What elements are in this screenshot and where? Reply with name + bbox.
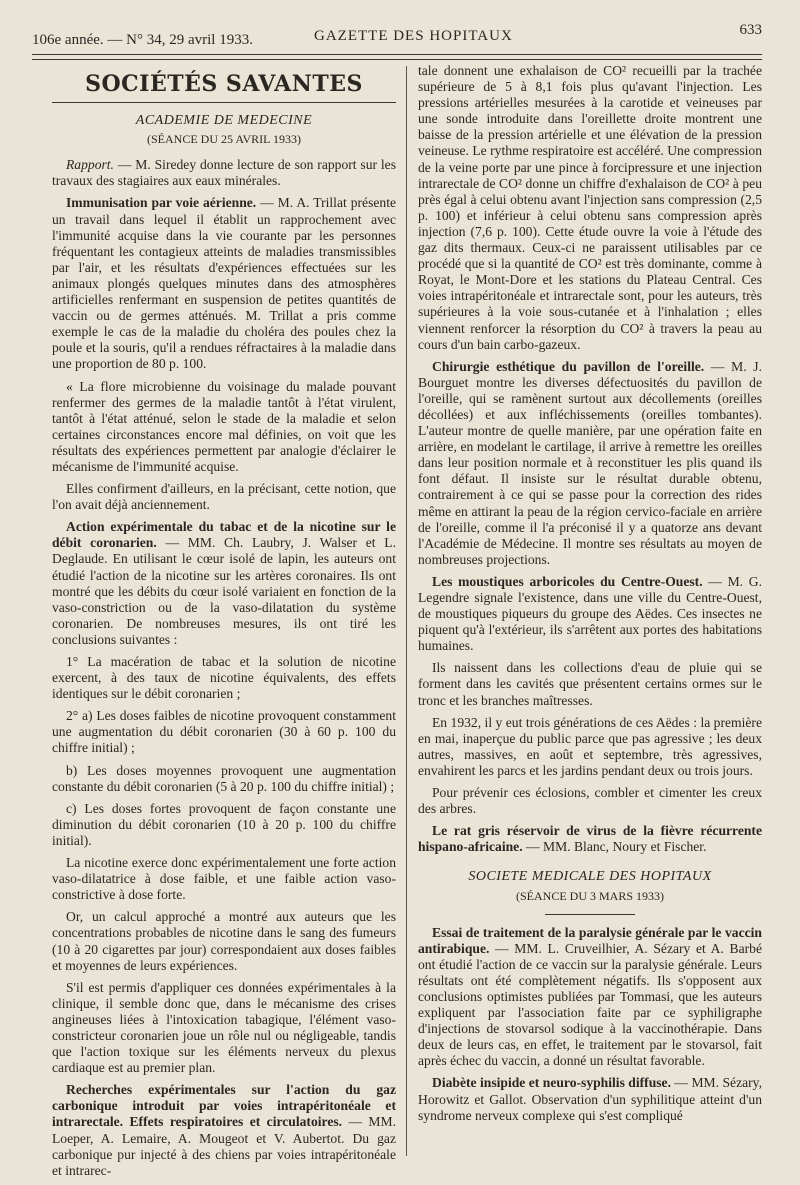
paragraph-text: — MM. Loeper, A. Lemaire, A. Mougeot et V. Aubertot. Du gaz carbonique pur injecté à des chiens par voies intrapéritonéale et intrarec- <box>52 1114 396 1178</box>
article-paragraph: « La flore microbienne du voisinage du malade pouvant renfermer des germes de la maladie tantôt à l'état virulent, tantôt à l'état atténué, selon le stade de la maladie et selon certaines circonstances encore mal définies, on voit que les résultats des expériences permettent par analogie d'éclairer le mécanisme de l'immunité acquise. <box>52 378 396 474</box>
article-paragraph <box>418 574 762 654</box>
article-paragraph: Ils naissent dans les collections d'eau de pluie qui se forment dans les cavités que présentent certains ormes sur le tronc et les branches maîtresses. <box>418 660 762 708</box>
article-paragraph: Pour prévenir ces éclosions, combler et cimenter les creux des arbres. <box>418 785 762 817</box>
paragraph-text: — M. J. Bourguet montre les diverses défectuosités du pavillon de l'oreille, qui se ramènent surtout aux décollements (oreilles décollées) et aux infléchissements (oreilles tombantes). L'auteur montre de quelle manière, par une opération faite en arrière, en modelant le cartilage, il arrive à remettre les oreilles dans leur position normale et à reconstituer les plis quand ils font défaut. Il insiste sur le résultat durable obtenu, contrairement à ce qui se passe pour la correction des rides même en attirant la peau de la région cervico-faciale en arrière de l'oreille, comme il l'a préconisé il y a quatorze ans devant l'Académie de Médecine. Il montre ses résultats au moyen de nombreuses projections. <box>418 358 762 567</box>
column-divider <box>406 66 407 1156</box>
society-session: (SÉANCE DU 3 MARS 1933) <box>515 888 664 903</box>
section-title: SOCIÉTÉS SAVANTES <box>85 71 363 97</box>
article-paragraph: tale donnent une exhalaison de CO² recueilli par la trachée supérieure de 5 à 8,1 fois plus qu'avant l'injection. Les pressions artérielles mesurées à la carotide et veineuses par une sonde introduite dans l'oreillette droite montrent une baisse de la pression artérielle et une élévation de la pression veineuse. Le rythme respiratoire est accéléré. Une compression de la veine porte par une pince à forcipressure et une injection intrarectale de CO² donne un chiffre d'exhalaison de CO² à peu près égal à celui obtenu avant l'injection sans compression (2,5 p. 100) et inférieur à celui obtenu sans compression après injection (7,6 p. 100). Cette étude ouvre la voie à l'étude des gaz dits thermaux. Ceux-ci ne paraissent utilisables par ce procédé que si la quantité de CO² est très dominante, comme à Royat, le Mont-Dore et les stations du Plateau Central. Ces voies intrapéritonéale et intrarectale sont, pour les auteurs, très supérieures à la voie sous-cutanée et à l'inhalation ; elles viennent renforcer la résorption du CO² à travers la peau au cours d'un bain carbo-gazeux. <box>418 63 762 352</box>
issue-info: 106e année. — N° 34, 29 avril 1933. <box>32 32 253 48</box>
journal-title: GAZETTE DES HOPITAUX <box>314 28 513 44</box>
article-title: Immunisation par voie aérienne. <box>66 195 257 211</box>
article-paragraph: c) Les doses fortes provoquent de façon constante une diminution du débit coronarien (10 à 20 p. 100 du chiffre initial). <box>52 800 396 848</box>
article-paragraph <box>418 823 762 855</box>
paragraph-text: — MM. L. Cruveilhier, A. Sézary et A. Barbé ont étudié l'action de ce vaccin sur la paralysie générale. Leurs résultats ont été complètement négatifs. Ils s'opposent aux conclusions optimistes publiées par Tommasi, que les auteurs expliquent par l'association faite par ce syphiligraphe d'injections de stovarsol sodique à la vaccinothérapie. Dans deux de leurs cas, en effet, le traitement par le stovarsol, fait après échec du vaccin, a donné un résultat favorable. <box>418 940 762 1069</box>
paragraph-lead: Rapport. <box>66 157 114 173</box>
article-paragraph <box>418 1075 762 1123</box>
article-paragraph: 1° La macération de tabac et la solution de nicotine exercent, à des taux de nicotine équivalents, des effets identiques sur le débit coronarien ; <box>52 654 396 702</box>
paragraph-text: — MM. Ch. Laubry, J. Walser et L. Deglaude. En utilisant le cœur isolé de lapin, les auteurs ont étudié l'action de la nicotine sur les artères coronaires. Ils ont montré que les débits du cœur isolé variaient en fonction de la vaso-constriction ou de la vaso-dilatation du système coronarien. De nombreuses mesures, ils ont tiré les conclusions suivantes : <box>52 535 396 647</box>
article-paragraph: b) Les doses moyennes provoquent une augmentation constante du débit coronarien (5 à 20 p. 100 du chiffre initial) ; <box>52 762 396 794</box>
paragraph-text: — M. Siredey donne lecture de son rapport sur les travaux des stagiaires aux eaux minérales. <box>52 157 396 189</box>
article-title: Action expérimentale du tabac et de la nicotine sur le débit coronarien. <box>52 519 396 551</box>
page-number: 633 <box>739 22 762 38</box>
article-paragraph <box>418 925 762 1070</box>
society-rule <box>545 914 635 915</box>
page-header <box>32 22 762 52</box>
article-paragraph <box>52 1082 396 1179</box>
header-rule-top <box>32 54 762 55</box>
article-title: Les moustiques arboricoles du Centre-Ouest. <box>432 573 703 589</box>
paragraph-text: — M. A. Trillat présente un travail dans lequel il établit un rapprochement avec l'immunité acquise dans la vie courante par les personnes fréquentant les contagieux atteints de maladies transmissibles par l'air, et les résultats d'expériences effectuées sur les animaux plongés quelques minutes dans des atmosphères artificielles renfermant en suspension de petites quantités de vaccin ou de germes atténués. M. Trillat a pris comme exemple le cas de la maladie du choléra des poules chez la poule et la souris, qu'il a rendues réfractaires à la maladie dans une proportion de 80 p. 100. <box>52 195 396 372</box>
paragraph-text: — MM. Sézary, Horowitz et Gallot. Observation d'un syphilitique atteint d'un syndrome nerveux complexe qui s'est compliqué <box>418 1075 762 1123</box>
article-paragraph <box>52 519 396 648</box>
society-title: SOCIETE MEDICALE DES HOPITAUX <box>468 869 712 885</box>
article-paragraph: Or, un calcul approché a montré aux auteurs que les concentrations probables de nicotine dans le sang des fumeurs (10 à 20 cigarettes par jour) correspondaient aux doses faibles et moyennes de leurs expériences. <box>52 909 396 973</box>
article-title: Le rat gris réservoir de virus de la fièvre récurrente hispano-africaine. <box>418 823 762 855</box>
article-paragraph <box>418 359 762 568</box>
paragraph-text: — M. G. Legendre signale l'existence, dans une ville du Centre-Ouest, de moustiques piqueurs du groupe des Aëdes. Ces insectes ne piquent qu'à l'extérieur, ils s'arrêtent aux portes des habitations humaines. <box>418 573 762 654</box>
session-date: (SÉANCE DU 25 AVRIL 1933) <box>146 132 301 147</box>
article-paragraph: 2° a) Les doses faibles de nicotine provoquent constamment une augmentation du débit coronarien (30 à 60 p. 100 du chiffre initial) ; <box>52 708 396 756</box>
article-paragraph <box>52 157 396 189</box>
academy-title: ACADEMIE DE MEDECINE <box>135 113 313 129</box>
header-rule-bottom <box>32 59 762 60</box>
article-title: Essai de traitement de la paralysie générale par le vaccin antirabique. <box>418 924 762 956</box>
article-paragraph: La nicotine exerce donc expérimentalement une forte action vaso-dilatatrice à dose faible, et une faible action vaso-constrictive à dose forte. <box>52 855 396 903</box>
article-paragraph: Elles confirment d'ailleurs, en la précisant, cette notion, que l'on avait déjà anciennement. <box>52 481 396 513</box>
section-rule <box>52 102 396 103</box>
right-column <box>418 63 762 1130</box>
left-column <box>52 70 396 1185</box>
article-title: Recherches expérimentales sur l'action du gaz carbonique introduit par voies intrapéritonéale et intrarectale. Effets respiratoires et circulatoires. <box>52 1082 396 1130</box>
paragraph-text: — MM. Blanc, Noury et Fischer. <box>522 839 707 855</box>
article-title: Diabète insipide et neuro-syphilis diffuse. <box>432 1075 671 1091</box>
article-title: Chirurgie esthétique du pavillon de l'oreille. <box>432 358 705 374</box>
article-paragraph <box>52 195 396 372</box>
article-paragraph: En 1932, il y eut trois générations de ces Aëdes : la première en mai, inaperçue du public parce que pas agressive ; les deux autres, massives, en août et septembre, très agressives, envahirent les parcs et les jardins pendant deux ou trois jours. <box>418 714 762 778</box>
article-paragraph: S'il est permis d'appliquer ces données expérimentales à la clinique, il semble donc que, dans le mécanisme des crises angineuses liées à l'intoxication tabagique, l'élément vaso-constricteur coronarien joue un rôle nul ou négligeable, tandis que l'action toxique sur les éléments nerveux du plexus cardiaque est au premier plan. <box>52 979 396 1076</box>
